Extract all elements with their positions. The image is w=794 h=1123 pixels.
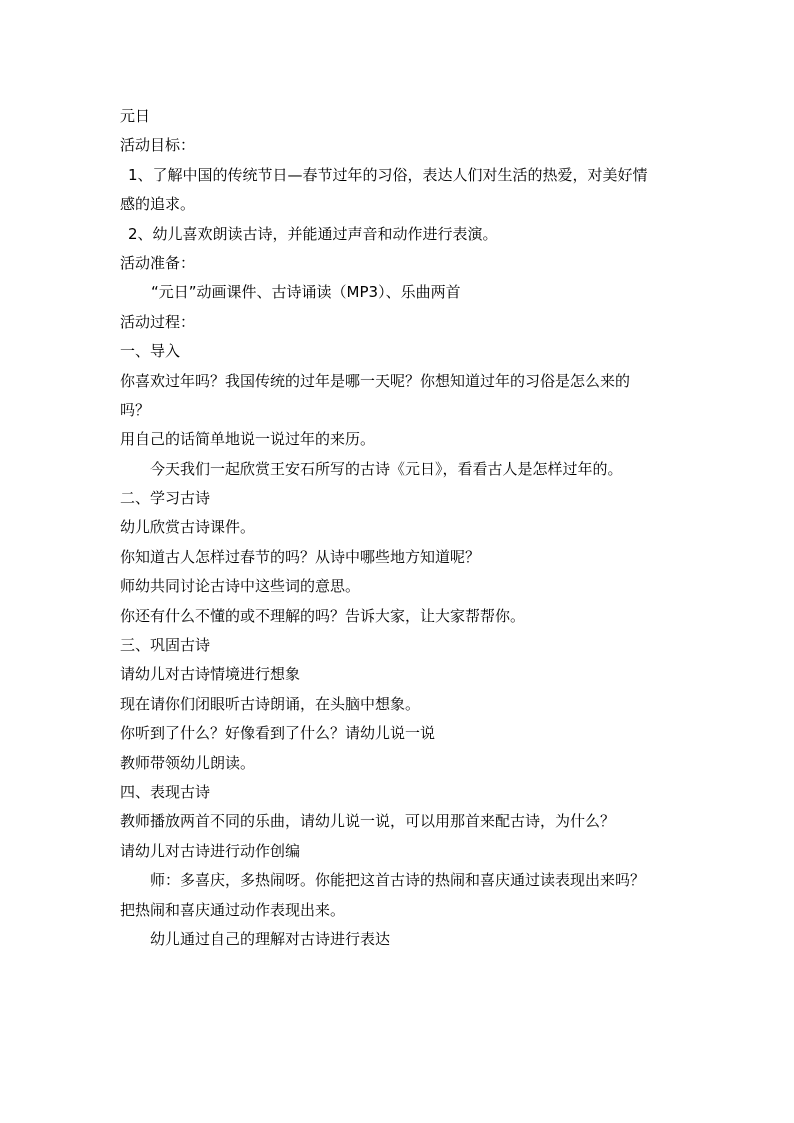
goal-1-line-2: 感的追求。	[120, 195, 196, 214]
section-4-line-3: 师：多喜庆，多热闹呀。你能把这首古诗的热闹和喜庆通过读表现出来吗？	[150, 871, 646, 890]
section-2-line-3: 师幼共同讨论古诗中这些词的意思。	[120, 577, 361, 596]
prep-text: “元日”动画课件、古诗诵读（MP3）、乐曲两首	[151, 283, 461, 302]
section-4-line-2: 请幼儿对古诗进行动作创编	[120, 841, 301, 860]
section-2-line-2: 你知道古人怎样过春节的吗？从诗中哪些地方知道呢？	[120, 547, 481, 566]
section-1-line-3: 用自己的话简单地说一说过年的来历。	[120, 430, 376, 449]
section-heading-2: 二、学习古诗	[120, 489, 211, 508]
section-heading-3: 三、巩固古诗	[120, 636, 211, 655]
section-3-line-2: 现在请你们闭眼听古诗朗诵，在头脑中想象。	[120, 694, 421, 713]
section-1-line-4: 今天我们一起欣赏王安石所写的古诗《元日》，看看古人是怎样过年的。	[150, 459, 623, 478]
section-4-line-1: 教师播放两首不同的乐曲，请幼儿说一说，可以用那首来配古诗，为什么？	[120, 812, 616, 831]
goal-2: 2、幼儿喜欢朗读古诗，并能通过声音和动作进行表演。	[128, 224, 498, 243]
section-3-line-4: 教师带领幼儿朗读。	[120, 753, 256, 772]
process-heading: 活动过程：	[120, 312, 196, 331]
document-body	[120, 102, 680, 954]
goal-1-line-1: 1、了解中国的传统节日—春节过年的习俗，表达人们对生活的热爱，对美好情	[128, 165, 648, 184]
section-2-line-4: 你还有什么不懂的或不理解的吗？告诉大家，让大家帮帮你。	[120, 606, 526, 625]
section-1-line-2: 吗？	[120, 400, 151, 419]
prep-heading: 活动准备：	[120, 253, 196, 272]
section-3-line-1: 请幼儿对古诗情境进行想象	[120, 665, 301, 684]
section-heading-4: 四、表现古诗	[120, 782, 211, 801]
section-2-line-1: 幼儿欣赏古诗课件。	[120, 518, 256, 537]
document-title: 元日	[120, 107, 151, 125]
section-4-line-5: 幼儿通过自己的理解对古诗进行表达	[150, 929, 391, 948]
section-4-line-4: 把热闹和喜庆通过动作表现出来。	[120, 900, 346, 919]
section-1-line-1: 你喜欢过年吗？我国传统的过年是哪一天呢？你想知道过年的习俗是怎么来的	[120, 371, 631, 390]
section-heading-1: 一、导入	[120, 342, 181, 361]
goals-heading: 活动目标：	[120, 136, 196, 155]
section-3-line-3: 你听到了什么？好像看到了什么？请幼儿说一说	[120, 724, 436, 743]
